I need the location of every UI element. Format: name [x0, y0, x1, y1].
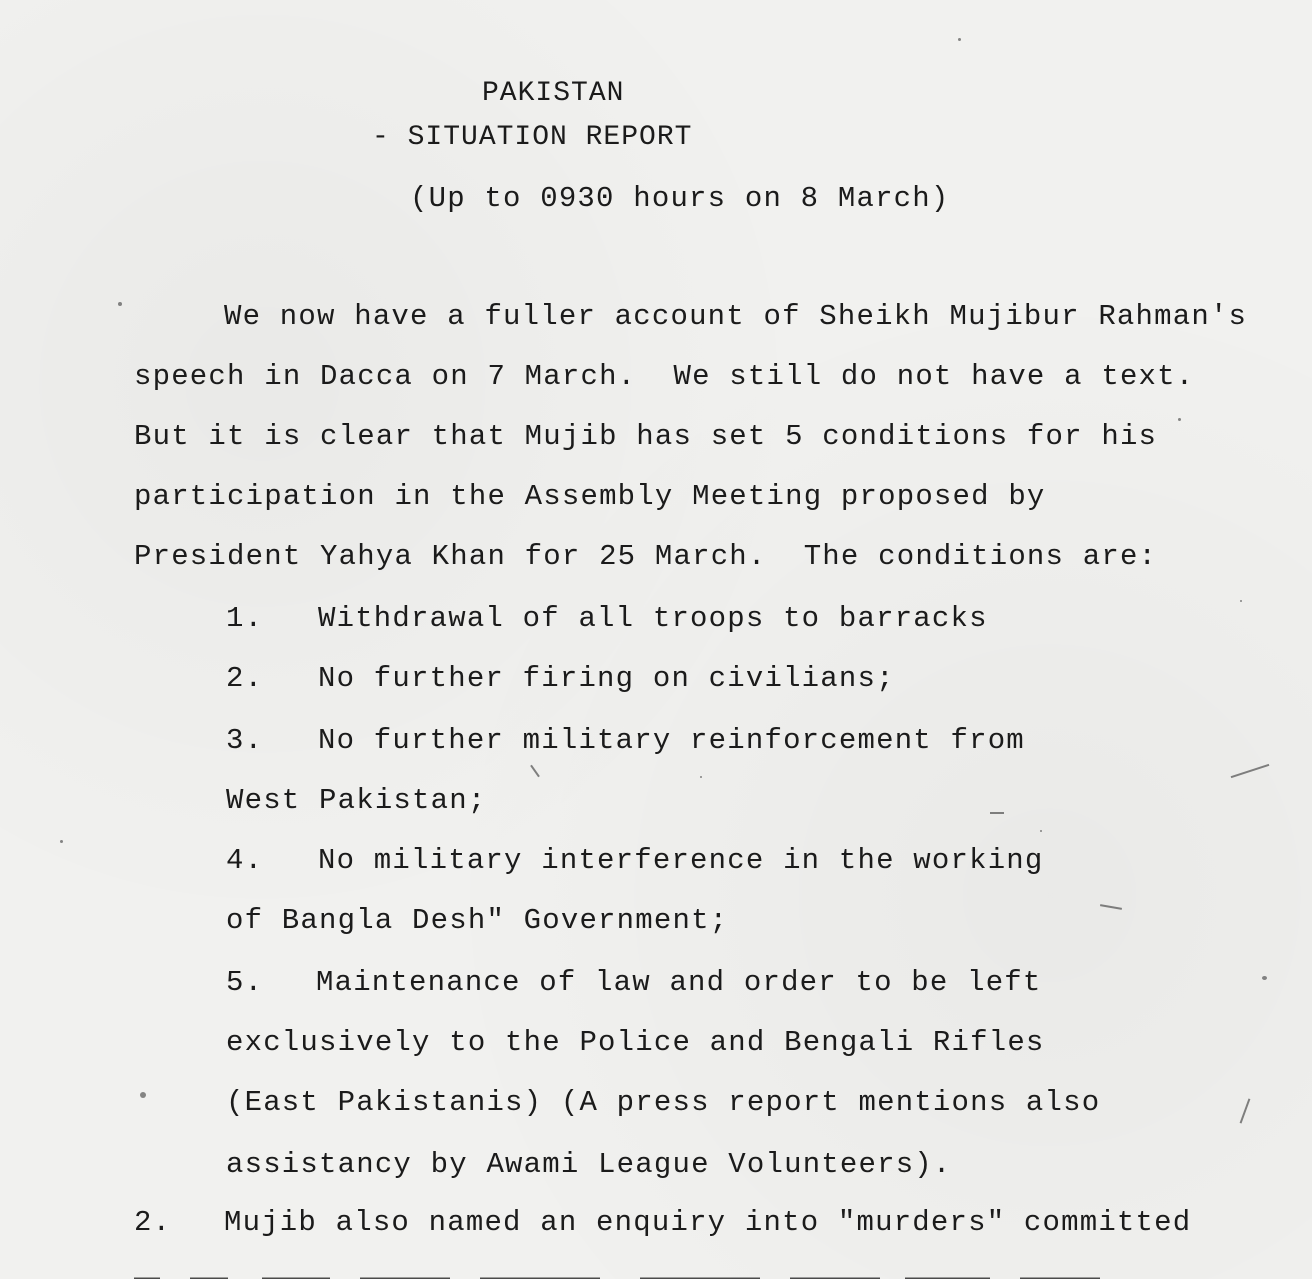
- scan-speck: [140, 1092, 146, 1098]
- scan-mark: [1240, 1098, 1251, 1123]
- scan-mark: [1100, 904, 1122, 910]
- scan-speck: [958, 38, 961, 41]
- condition-4-text-line-2: of Bangla Desh" Government;: [226, 904, 729, 937]
- report-title: - SITUATION REPORT: [372, 122, 693, 153]
- cutoff-strokes: [0, 1270, 1312, 1279]
- scan-speck: [1262, 976, 1267, 980]
- para1-line-3: But it is clear that Mujib has set 5 conditions for his: [134, 420, 1158, 453]
- condition-5-text-line-2: exclusively to the Police and Bengali Rifles: [226, 1026, 1045, 1059]
- para2-line-1: Mujib also named an enquiry into "murders" committed: [224, 1206, 1192, 1239]
- condition-2-number: 2.: [226, 662, 264, 695]
- condition-3-number: 3.: [226, 724, 264, 757]
- para1-line-1: We now have a fuller account of Sheikh Mujibur Rahman's: [224, 300, 1248, 333]
- scan-speck: [700, 776, 702, 778]
- scan-speck: [118, 302, 122, 306]
- scan-speck: [1040, 830, 1042, 832]
- scan-mark: [1231, 764, 1270, 778]
- condition-5-text-line-1: Maintenance of law and order to be left: [316, 966, 1042, 999]
- condition-5-number: 5.: [226, 966, 264, 999]
- condition-3-text-line-1: No further military reinforcement from: [318, 724, 1025, 757]
- condition-2-text: No further firing on civilians;: [318, 662, 895, 695]
- scan-mark: [990, 812, 1004, 814]
- scan-speck: [1240, 600, 1242, 602]
- condition-1-text: Withdrawal of all troops to barracks: [318, 602, 988, 635]
- report-timestamp: (Up to 0930 hours on 8 March): [410, 182, 950, 215]
- para2-number: 2.: [134, 1206, 172, 1239]
- para1-line-4: participation in the Assembly Meeting proposed by: [134, 480, 1046, 513]
- scan-speck: [60, 840, 63, 843]
- scan-speck: [1178, 418, 1181, 421]
- condition-1-number: 1.: [226, 602, 264, 635]
- scan-mark: [530, 765, 540, 778]
- condition-5-text-line-3: (East Pakistanis) (A press report mentions also: [226, 1086, 1101, 1119]
- condition-4-number: 4.: [226, 844, 264, 877]
- cutoff-text-fragment: [0, 1268, 1312, 1279]
- para1-line-5: President Yahya Khan for 25 March. The conditions are:: [134, 540, 1158, 573]
- condition-3-text-line-2: West Pakistan;: [226, 784, 487, 817]
- condition-5-text-line-4: assistancy by Awami League Volunteers).: [226, 1148, 952, 1181]
- para1-line-2: speech in Dacca on 7 March. We still do not have a text.: [134, 360, 1195, 393]
- condition-4-text-line-1: No military interference in the working: [318, 844, 1044, 877]
- report-country: PAKISTAN: [482, 78, 625, 109]
